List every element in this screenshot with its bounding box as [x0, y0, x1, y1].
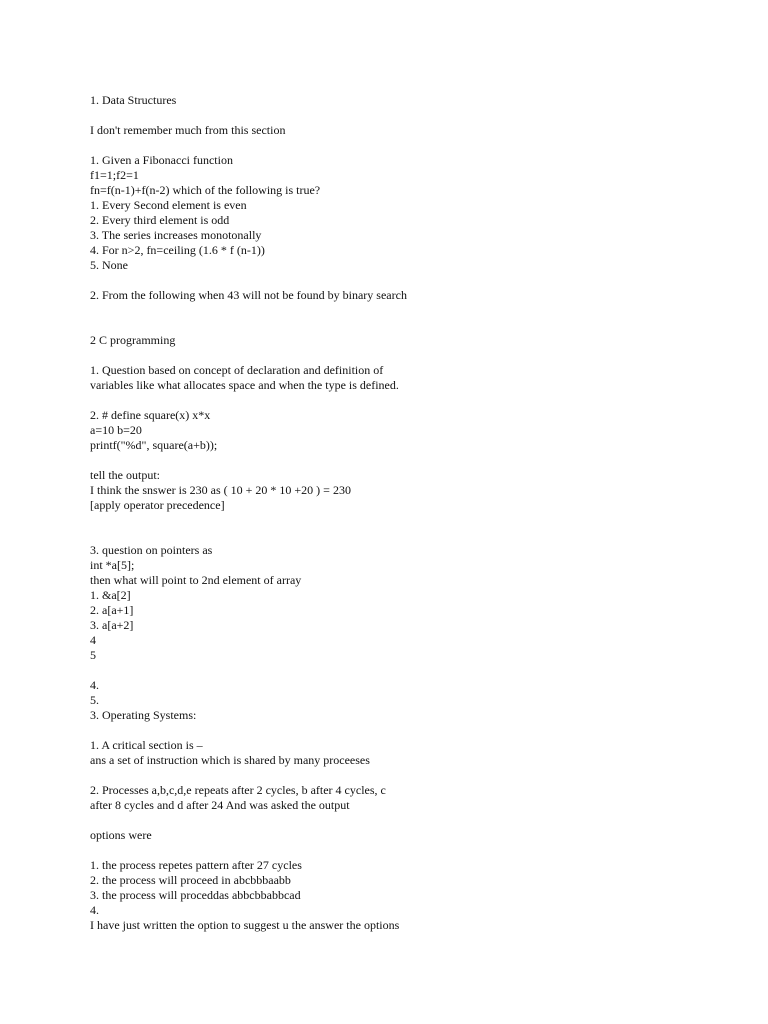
- text-line: 4.: [90, 678, 99, 692]
- text-line: I think the snswer is 230 as ( 10 + 20 * 10 +20 ) = 230: [90, 483, 351, 497]
- text-line: 3. The series increases monotonally: [90, 228, 262, 242]
- blank-line: [90, 318, 730, 333]
- blank-line: [90, 528, 730, 543]
- text-line: I have just written the option to suggest u the answer the options: [90, 918, 400, 932]
- text-line: 3. Operating Systems:: [90, 708, 197, 722]
- text-line: variables like what allocates space and when the type is defined.: [90, 378, 399, 392]
- text-line: 2. From the following when 43 will not be found by binary search: [90, 288, 407, 302]
- blank-line: [90, 303, 730, 318]
- blank-line: [90, 453, 730, 468]
- text-line: 4: [90, 633, 96, 647]
- text-line: 1. Every Second element is even: [90, 198, 247, 212]
- text-line: after 8 cycles and d after 24 And was asked the output: [90, 798, 350, 812]
- text-line: 2 C programming: [90, 333, 176, 347]
- blank-line: [90, 108, 730, 123]
- text-line: 2. a[a+1]: [90, 603, 134, 617]
- text-line: 5.: [90, 693, 99, 707]
- text-line: ans a set of instruction which is shared by many proceeses: [90, 753, 370, 767]
- blank-line: [90, 843, 730, 858]
- text-line: fn=f(n-1)+f(n-2) which of the following is true?: [90, 183, 321, 197]
- text-line: 1. Data Structures: [90, 93, 177, 107]
- text-line: 2. the process will proceed in abcbbbaabb: [90, 873, 291, 887]
- text-line: then what will point to 2nd element of array: [90, 573, 302, 587]
- blank-line: [90, 813, 730, 828]
- text-line: tell the output:: [90, 468, 160, 482]
- blank-line: [90, 273, 730, 288]
- text-line: int *a[5];: [90, 558, 135, 572]
- text-line: [apply operator precedence]: [90, 498, 225, 512]
- text-line: f1=1;f2=1: [90, 168, 139, 182]
- text-line: 3. a[a+2]: [90, 618, 134, 632]
- text-line: 1. Given a Fibonacci function: [90, 153, 233, 167]
- text-line: 2. Every third element is odd: [90, 213, 230, 227]
- text-line: 1. Question based on concept of declaration and definition of: [90, 363, 384, 377]
- blank-line: [90, 663, 730, 678]
- blank-line: [90, 723, 730, 738]
- text-line: printf("%d", square(a+b));: [90, 438, 218, 452]
- text-line: I don't remember much from this section: [90, 123, 286, 137]
- text-line: 5. None: [90, 258, 128, 272]
- text-line: 1. A critical section is –: [90, 738, 203, 752]
- blank-line: [90, 513, 730, 528]
- blank-line: [90, 393, 730, 408]
- text-line: 3. the process will proceddas abbcbbabbcad: [90, 888, 301, 902]
- text-line: 1. &a[2]: [90, 588, 131, 602]
- blank-line: [90, 138, 730, 153]
- text-line: 2. Processes a,b,c,d,e repeats after 2 cycles, b after 4 cycles, c: [90, 783, 386, 797]
- text-line: options were: [90, 828, 152, 842]
- text-line: 1. the process repetes pattern after 27 cycles: [90, 858, 302, 872]
- text-line: a=10 b=20: [90, 423, 142, 437]
- text-line: 2. # define square(x) x*x: [90, 408, 211, 422]
- blank-line: [90, 768, 730, 783]
- text-line: 5: [90, 648, 96, 662]
- text-line: 4. For n>2, fn=ceiling (1.6 * f (n-1)): [90, 243, 265, 257]
- document-body: [90, 93, 730, 933]
- blank-line: [90, 348, 730, 363]
- text-line: 4.: [90, 903, 99, 917]
- text-line: 3. question on pointers as: [90, 543, 213, 557]
